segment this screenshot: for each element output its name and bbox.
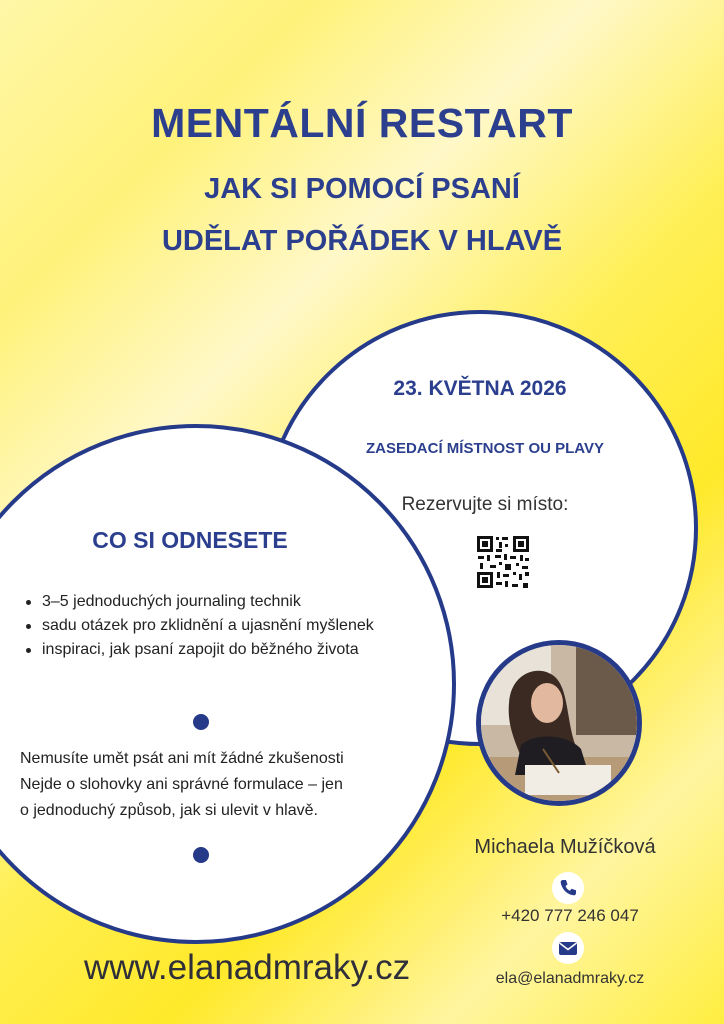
subtitle-line-2: UDĚLAT POŘÁDEK V HLAVĚ (161, 225, 563, 257)
note-line-2: Nejde o slohovky ani správné formulace – jen (20, 776, 343, 793)
note-line-1: Nemusíte umět psát ani mít žádné zkušenosti (20, 750, 344, 767)
benefit-item: inspiraci, jak psaní zapojit do běžného života (22, 638, 422, 662)
website-link[interactable]: www.elanadmraky.cz (84, 948, 411, 987)
reserve-label: Rezervujte si místo: (401, 494, 569, 515)
benefit-item: 3–5 jednoduchých journaling technik (22, 590, 422, 614)
phone-number[interactable]: +420 777 246 047 (501, 906, 639, 925)
portrait-image (481, 645, 637, 801)
divider-dot (193, 714, 209, 730)
benefits-heading: CO SI ODNESETE (92, 527, 288, 553)
qr-code[interactable] (475, 534, 531, 590)
phone-icon[interactable] (552, 872, 584, 904)
envelope-icon[interactable] (552, 932, 584, 964)
qr-code-icon (475, 534, 531, 590)
benefit-item: sadu otázek pro zklidnění a ujasnění myšlenek (22, 614, 382, 638)
page-title: MENTÁLNÍ RESTART (151, 100, 573, 146)
divider-dot (193, 847, 209, 863)
benefits-list (22, 590, 422, 662)
subtitle-line-1: JAK SI POMOCÍ PSANÍ (204, 173, 520, 205)
event-venue: ZASEDACÍ MÍSTNOST OU PLAVY (365, 440, 605, 457)
event-date: 23. KVĚTNA 2026 (393, 377, 567, 400)
author-name: Michaela Mužíčková (474, 836, 656, 858)
email-link[interactable]: ela@elanadmraky.cz (495, 970, 645, 987)
note-line-3: o jednoduchý způsob, jak si ulevit v hlavě. (20, 802, 318, 819)
author-photo (476, 640, 642, 806)
note-text (20, 746, 400, 824)
